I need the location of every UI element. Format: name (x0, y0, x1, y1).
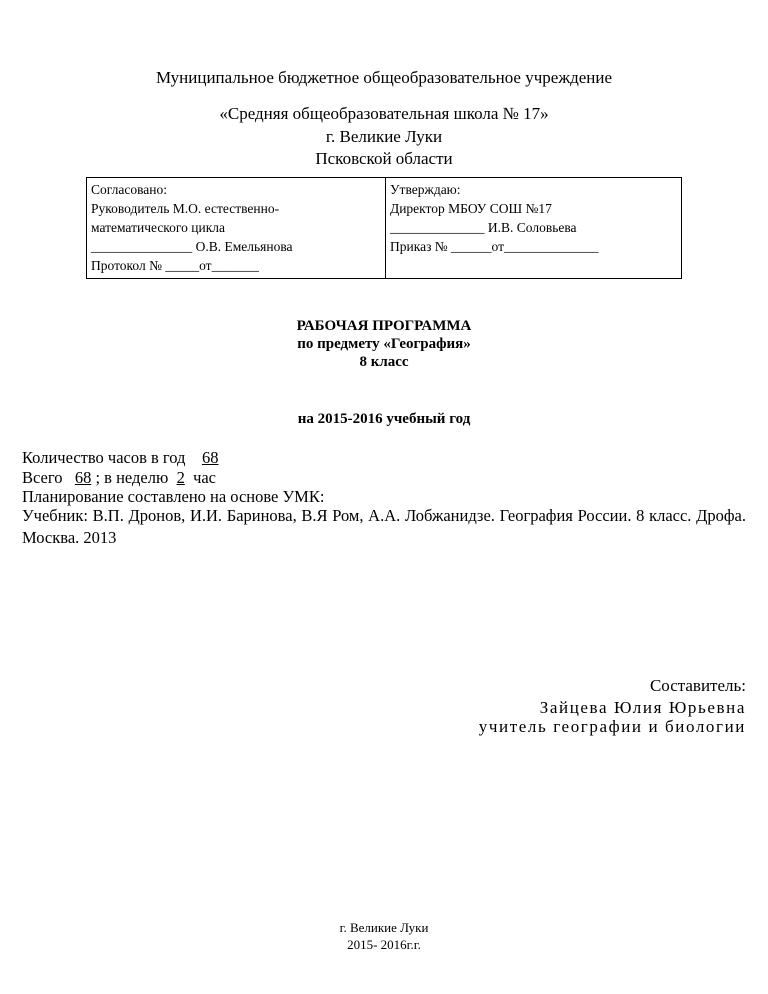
compiler-name: Зайцева Юлия Юрьевна (539, 698, 746, 717)
textbook-reference: Учебник: В.П. Дронов, И.И. Баринова, В.Я Ром, А.А. Лобжанидзе. География России. 8 класс. Дрофа. Москва. 2013 (22, 506, 746, 547)
agreed-cell (87, 178, 386, 279)
compiler-role: учитель географии и биологии (478, 717, 746, 736)
approved-label: Утверждаю: (390, 182, 461, 197)
per-week-value: 2 (176, 468, 185, 487)
grade-title: 8 класс (359, 354, 409, 370)
city-name: г. Великие Луки (325, 127, 443, 146)
per-week-unit: час (193, 468, 217, 487)
approved-signature: ______________ И.В. Соловьева (390, 220, 577, 235)
region-name: Псковской области (315, 149, 453, 168)
hours-total (22, 469, 216, 487)
subject-title: по предмету «География» (297, 336, 471, 352)
hours-value: 68 (201, 448, 219, 467)
agreed-signature: _______________ О.В. Емельянова (91, 239, 293, 254)
approval-table (86, 177, 682, 279)
approved-order: Приказ № ______от______________ (390, 239, 599, 254)
agreed-protocol: Протокол № _____от_______ (91, 258, 259, 273)
approved-director: Директор МБОУ СОШ №17 (390, 201, 552, 216)
school-year: на 2015-2016 учебный год (297, 411, 471, 427)
program-title: РАБОЧАЯ ПРОГРАММА (296, 318, 472, 334)
total-label: Всего (22, 468, 63, 487)
agreed-label: Согласовано: (91, 182, 167, 197)
total-value: 68 (74, 468, 92, 487)
agreed-head-title: Руководитель М.О. естественно- (91, 201, 280, 216)
institution-name: Муниципальное бюджетное общеобразовательное учреждение (155, 68, 613, 87)
hours-per-year (22, 449, 218, 467)
approved-cell (386, 178, 682, 279)
footer-years: 2015- 2016г.г. (347, 937, 421, 952)
compiler-label: Составитель: (649, 676, 746, 695)
school-name: «Средняя общеобразовательная школа № 17» (219, 104, 549, 123)
per-week-label: ; в неделю (95, 468, 169, 487)
hours-label: Количество часов в год (22, 448, 186, 467)
umk-line: Планирование составлено на основе УМК: (22, 487, 325, 506)
agreed-head-cycle: математического цикла (91, 220, 225, 235)
footer-city: г. Великие Луки (339, 920, 429, 935)
